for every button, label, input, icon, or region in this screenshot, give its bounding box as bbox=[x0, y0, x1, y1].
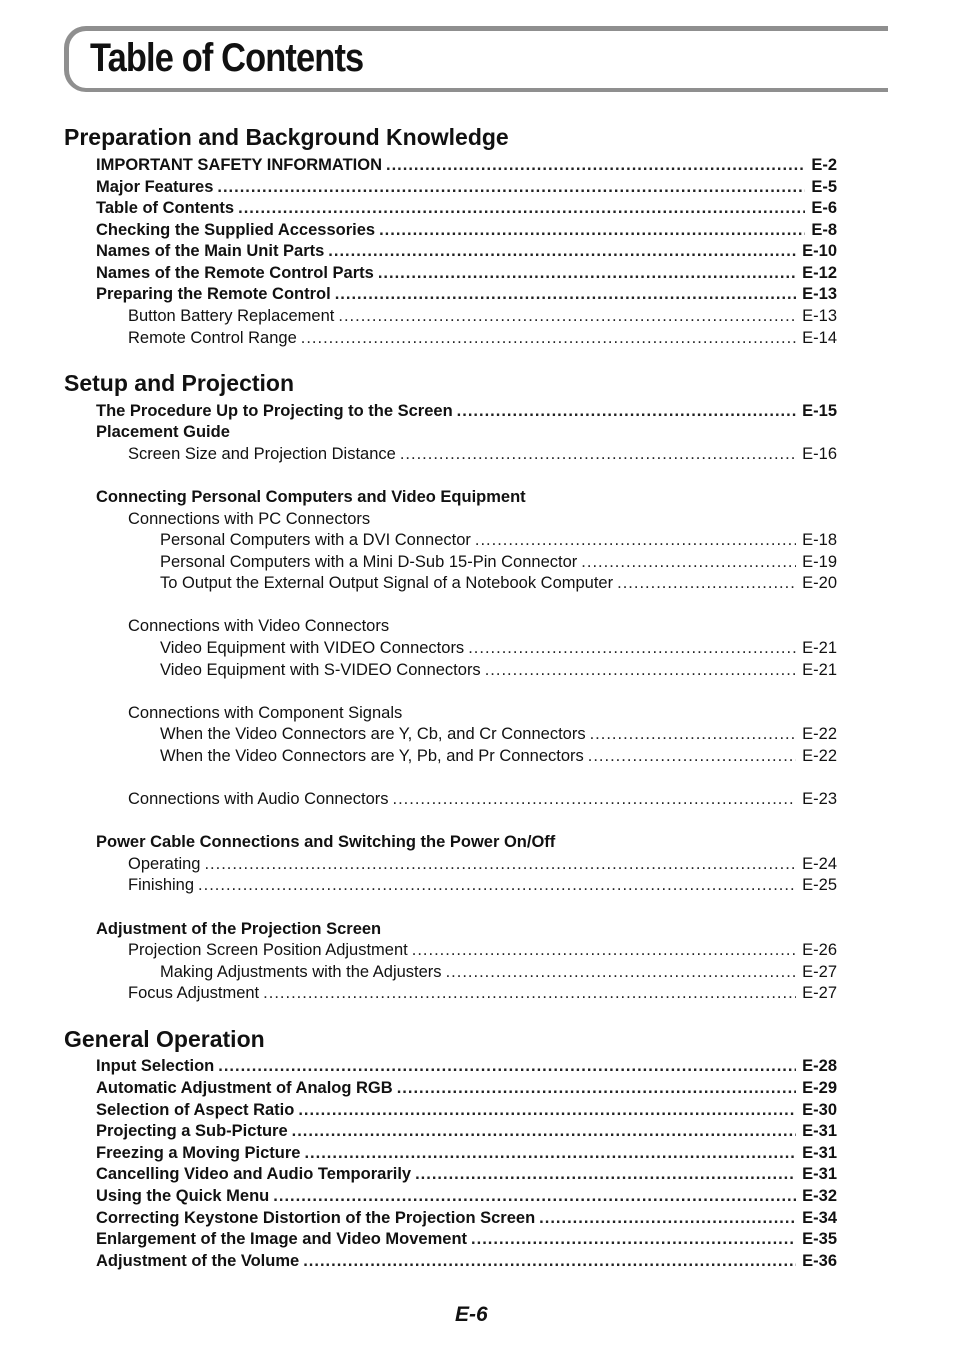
section-heading: General Operation bbox=[64, 1026, 265, 1052]
toc-entry[interactable] bbox=[96, 400, 837, 422]
toc-entry-label: To Output the External Output Signal of a Notebook Computer bbox=[160, 574, 614, 592]
toc-entry-label: Using the Quick Menu bbox=[96, 1187, 270, 1205]
toc-entry-page: E-29 bbox=[802, 1079, 837, 1097]
toc-entry[interactable] bbox=[96, 219, 837, 241]
toc-entry-label: Correcting Keystone Distortion of the Projection Screen bbox=[96, 1209, 536, 1227]
toc-entry-label: Enlargement of the Image and Video Movement bbox=[96, 1230, 468, 1248]
dot-leader bbox=[292, 1120, 797, 1142]
toc-entry-label: Connecting Personal Computers and Video Equipment bbox=[96, 488, 526, 506]
toc-entry[interactable] bbox=[96, 1250, 837, 1272]
toc-entry-page: E-31 bbox=[802, 1144, 837, 1162]
toc-entry-page: E-10 bbox=[802, 242, 837, 260]
toc-entry[interactable] bbox=[96, 1099, 837, 1121]
dot-leader bbox=[304, 1142, 796, 1164]
dot-leader bbox=[590, 723, 797, 745]
toc-entry-label: Finishing bbox=[128, 876, 195, 894]
toc-entry-label: Projection Screen Position Adjustment bbox=[128, 941, 408, 959]
toc-entry[interactable] bbox=[96, 197, 837, 219]
toc-entry-label: Connections with PC Connectors bbox=[128, 510, 371, 528]
toc-entry[interactable] bbox=[128, 615, 837, 637]
toc-entry-page: E-26 bbox=[802, 941, 837, 959]
dot-leader bbox=[263, 982, 796, 1004]
dot-leader bbox=[204, 853, 796, 875]
toc-entry-label: Freezing a Moving Picture bbox=[96, 1144, 301, 1162]
toc-entry-page: E-24 bbox=[802, 855, 837, 873]
toc-entry[interactable] bbox=[160, 529, 837, 551]
toc-entry-page: E-31 bbox=[802, 1165, 837, 1183]
toc-entry-page: E-2 bbox=[811, 156, 837, 174]
toc-entry[interactable] bbox=[96, 486, 837, 508]
dot-leader bbox=[386, 154, 805, 176]
toc-entry[interactable] bbox=[160, 551, 837, 573]
toc-entry-label: Connections with Audio Connectors bbox=[128, 790, 389, 808]
toc-entry-label: Connections with Video Connectors bbox=[128, 617, 390, 635]
toc-entry-label: Table of Contents bbox=[96, 199, 235, 217]
toc-entry[interactable] bbox=[96, 918, 837, 940]
toc-entry[interactable] bbox=[96, 154, 837, 176]
toc-entry-page: E-6 bbox=[811, 199, 837, 217]
dot-leader bbox=[397, 1077, 796, 1099]
dot-leader bbox=[335, 283, 796, 305]
toc-entry-label: IMPORTANT SAFETY INFORMATION bbox=[96, 156, 382, 174]
toc-entry-page: E-13 bbox=[802, 307, 837, 325]
toc-entry-page: E-21 bbox=[802, 639, 837, 657]
dot-leader bbox=[617, 572, 796, 594]
toc-entry-label: Button Battery Replacement bbox=[128, 307, 335, 325]
toc-entry[interactable] bbox=[96, 240, 837, 262]
dot-leader bbox=[412, 939, 796, 961]
toc-entry[interactable] bbox=[128, 305, 837, 327]
toc-entry[interactable] bbox=[128, 874, 837, 896]
toc-entry-page: E-32 bbox=[802, 1187, 837, 1205]
toc-entry-label: The Procedure Up to Projecting to the Screen bbox=[96, 402, 453, 420]
toc-entry-page: E-36 bbox=[802, 1252, 837, 1270]
dot-leader bbox=[273, 1185, 796, 1207]
toc-entry-label: Names of the Main Unit Parts bbox=[96, 242, 325, 260]
toc-entry[interactable] bbox=[96, 831, 837, 853]
toc-entry[interactable] bbox=[160, 745, 837, 767]
toc-entry-label: Remote Control Range bbox=[128, 329, 297, 347]
toc-entry-label: Video Equipment with S-VIDEO Connectors bbox=[160, 661, 481, 679]
toc-entry[interactable] bbox=[128, 939, 837, 961]
toc-entry[interactable] bbox=[160, 659, 837, 681]
toc-entry-label: Connections with Component Signals bbox=[128, 704, 403, 722]
dot-leader bbox=[378, 262, 796, 284]
toc-entry-label: Automatic Adjustment of Analog RGB bbox=[96, 1079, 393, 1097]
toc-entry-page: E-21 bbox=[802, 661, 837, 679]
toc-entry-label: Adjustment of the Projection Screen bbox=[96, 920, 382, 938]
toc-entry[interactable] bbox=[160, 572, 837, 594]
toc-entry-label: Input Selection bbox=[96, 1057, 215, 1075]
toc-entry[interactable] bbox=[96, 262, 837, 284]
toc-entry[interactable] bbox=[96, 421, 837, 443]
toc-entry[interactable] bbox=[160, 723, 837, 745]
toc-entry-page: E-35 bbox=[802, 1230, 837, 1248]
toc-entry-label: Screen Size and Projection Distance bbox=[128, 445, 396, 463]
dot-leader bbox=[303, 1250, 796, 1272]
toc-entry-page: E-14 bbox=[802, 329, 837, 347]
toc-entry[interactable] bbox=[96, 1077, 837, 1099]
toc-entry[interactable] bbox=[96, 283, 837, 305]
toc-entry[interactable] bbox=[128, 788, 837, 810]
toc-entry-page: E-5 bbox=[811, 178, 837, 196]
toc-entry-label: Names of the Remote Control Parts bbox=[96, 264, 374, 282]
dot-leader bbox=[198, 874, 796, 896]
toc-entry-label: Video Equipment with VIDEO Connectors bbox=[160, 639, 465, 657]
dot-leader bbox=[485, 659, 796, 681]
toc-entry-label: Focus Adjustment bbox=[128, 984, 260, 1002]
toc-entry[interactable] bbox=[160, 637, 837, 659]
toc-entry-label: When the Video Connectors are Y, Cb, and Cr Connectors bbox=[160, 725, 586, 743]
toc-entry[interactable] bbox=[96, 1142, 837, 1164]
page-number: E-6 bbox=[455, 1303, 488, 1326]
dot-leader bbox=[446, 961, 797, 983]
toc-entry-page: E-19 bbox=[802, 553, 837, 571]
dot-leader bbox=[328, 240, 796, 262]
toc-entry-page: E-23 bbox=[802, 790, 837, 808]
toc-entry-page: E-13 bbox=[802, 285, 837, 303]
toc-entry[interactable] bbox=[96, 1163, 837, 1185]
toc-entry-label: Projecting a Sub-Picture bbox=[96, 1122, 288, 1140]
dot-leader bbox=[238, 197, 805, 219]
toc-entry-page: E-34 bbox=[802, 1209, 837, 1227]
toc-entry-page: E-28 bbox=[802, 1057, 837, 1075]
toc-entry-page: E-27 bbox=[802, 984, 837, 1002]
toc-entry-label: Operating bbox=[128, 855, 201, 873]
toc-entry[interactable] bbox=[160, 961, 837, 983]
toc-entry[interactable] bbox=[96, 1228, 837, 1250]
toc-entry-label: Placement Guide bbox=[96, 423, 230, 441]
toc-entry-page: E-15 bbox=[802, 402, 837, 420]
toc-entry[interactable] bbox=[96, 1120, 837, 1142]
toc-entry-label: When the Video Connectors are Y, Pb, and Pr Connectors bbox=[160, 747, 584, 765]
dot-leader bbox=[539, 1207, 796, 1229]
toc-entry[interactable] bbox=[96, 1207, 837, 1229]
dot-leader bbox=[475, 529, 796, 551]
dot-leader bbox=[338, 305, 796, 327]
toc-entry-page: E-12 bbox=[802, 264, 837, 282]
toc-entry-label: Adjustment of the Volume bbox=[96, 1252, 300, 1270]
section-heading: Setup and Projection bbox=[64, 370, 295, 396]
dot-leader bbox=[301, 327, 796, 349]
toc-entry-label: Cancelling Video and Audio Temporarily bbox=[96, 1165, 412, 1183]
toc-entry-label: Checking the Supplied Accessories bbox=[96, 221, 376, 239]
toc-entry[interactable] bbox=[128, 508, 837, 530]
dot-leader bbox=[393, 788, 797, 810]
toc-entry[interactable] bbox=[128, 327, 837, 349]
page-title: Table of Contents bbox=[90, 36, 364, 80]
toc-entry-label: Making Adjustments with the Adjusters bbox=[160, 963, 442, 981]
toc-entry-label: Personal Computers with a Mini D-Sub 15-Pin Connector bbox=[160, 553, 578, 571]
toc-entry-page: E-18 bbox=[802, 531, 837, 549]
dot-leader bbox=[588, 745, 796, 767]
dot-leader bbox=[457, 400, 796, 422]
toc-entry-label: Selection of Aspect Ratio bbox=[96, 1101, 295, 1119]
toc-entry-page: E-16 bbox=[802, 445, 837, 463]
toc-entry[interactable] bbox=[128, 853, 837, 875]
toc-entry[interactable] bbox=[128, 443, 837, 465]
toc-entry[interactable] bbox=[96, 1055, 837, 1077]
toc-entry-page: E-20 bbox=[802, 574, 837, 592]
toc-entry-page: E-22 bbox=[802, 747, 837, 765]
toc-entry-page: E-31 bbox=[802, 1122, 837, 1140]
dot-leader bbox=[468, 637, 796, 659]
toc-entry-label: Power Cable Connections and Switching the Power On/Off bbox=[96, 833, 556, 851]
dot-leader bbox=[217, 176, 805, 198]
toc-entry-page: E-25 bbox=[802, 876, 837, 894]
toc-entry-page: E-27 bbox=[802, 963, 837, 981]
section-heading: Preparation and Background Knowledge bbox=[64, 124, 509, 150]
dot-leader bbox=[581, 551, 796, 573]
dot-leader bbox=[471, 1228, 796, 1250]
toc-entry[interactable] bbox=[128, 702, 837, 724]
dot-leader bbox=[379, 219, 805, 241]
toc-entry-page: E-8 bbox=[811, 221, 837, 239]
toc-entry[interactable] bbox=[128, 982, 837, 1004]
toc-entry-label: Personal Computers with a DVI Connector bbox=[160, 531, 471, 549]
toc-entry[interactable] bbox=[96, 1185, 837, 1207]
toc-entry-label: Preparing the Remote Control bbox=[96, 285, 331, 303]
toc-entry-page: E-22 bbox=[802, 725, 837, 743]
toc-entry-page: E-30 bbox=[802, 1101, 837, 1119]
dot-leader bbox=[218, 1055, 796, 1077]
dot-leader bbox=[415, 1163, 796, 1185]
dot-leader bbox=[400, 443, 796, 465]
dot-leader bbox=[298, 1099, 796, 1121]
toc-entry[interactable] bbox=[96, 176, 837, 198]
toc-entry-label: Major Features bbox=[96, 178, 214, 196]
